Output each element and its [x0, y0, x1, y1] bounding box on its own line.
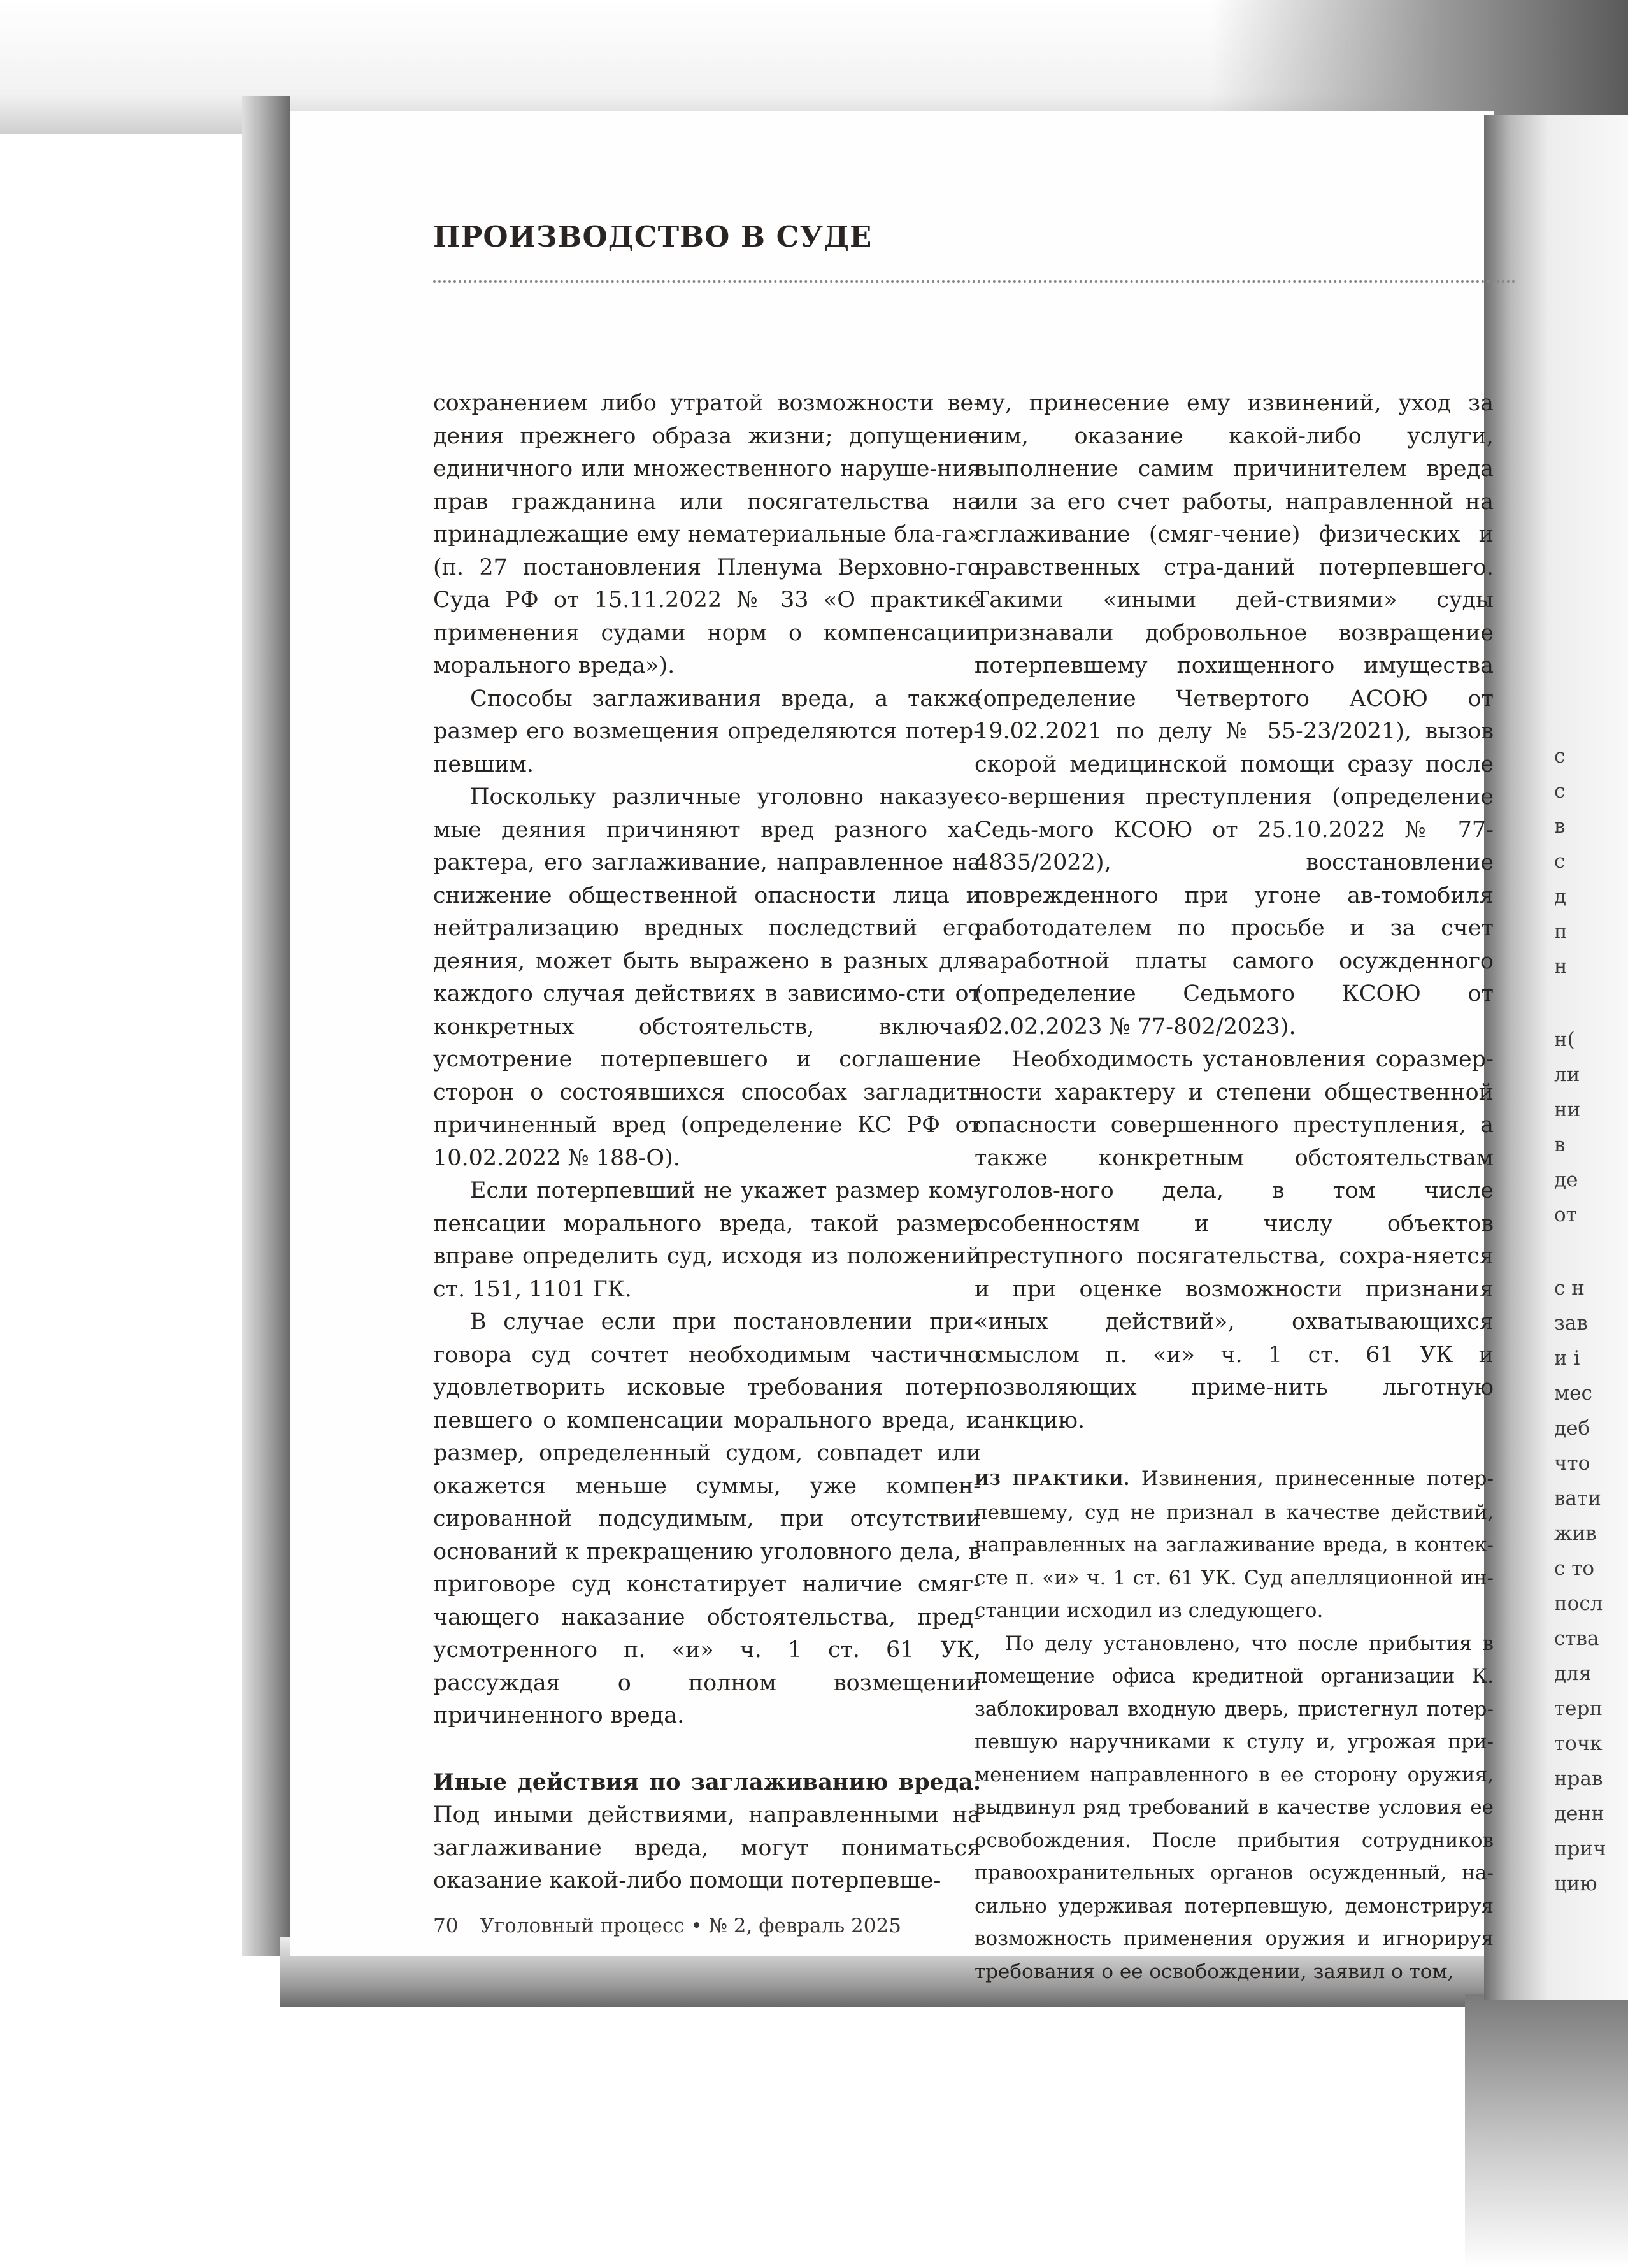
- fragment: с то: [1554, 1557, 1595, 1580]
- practice-label: ИЗ ПРАКТИКИ.: [975, 1470, 1130, 1489]
- fragment: де: [1554, 1168, 1578, 1191]
- fragment: посл: [1554, 1592, 1603, 1615]
- fragment: и і: [1554, 1347, 1580, 1370]
- fragment: от: [1554, 1203, 1577, 1226]
- paragraph: сохранением либо утратой возможности ве-дения прежнего образа жизни; допущение единичного или множественного наруше-ния прав гражданина или посягательства на принадлежащие ему нематериальные бла-га» (п. 27 постановления Пленума Верховно-го Суда РФ от 15.11.2022 № 33 «О практике применения судами норм о компенсации морального вреда»).: [433, 391, 981, 678]
- scan-shadow-left: [242, 96, 290, 1956]
- subheading: Иные действия по заглаживанию вреда.: [433, 1769, 981, 1795]
- fragment: терп: [1554, 1697, 1603, 1720]
- page-footer: [433, 1914, 901, 1937]
- fragment: прич: [1554, 1837, 1606, 1860]
- fragment: мес: [1554, 1382, 1592, 1405]
- fragment: цию: [1554, 1872, 1597, 1895]
- fragment: для: [1554, 1662, 1592, 1685]
- fragment: жив: [1554, 1522, 1597, 1545]
- spacer: [433, 1733, 981, 1766]
- scan-shadow-bottom-right: [1465, 1994, 1628, 2268]
- paragraph: Поскольку различные уголовно наказуе-мые деяния причиняют вред разного ха-рактера, его заглаживание, направленное на снижение общественной опасности лица и нейтрализацию вредных последствий его деяния, может быть выражено в разных для каждого случая действиях в зависимо-сти от конкретных обстоятельств, включая усмотрение потерпевшего и соглашение сторон о состоявшихся способах загладить причиненный вред (определение КС РФ от 10.02.2022 № 188-О).: [433, 784, 981, 1171]
- page-number: 70: [433, 1914, 459, 1937]
- fragment: нрав: [1554, 1767, 1603, 1790]
- journal-issue: Уголовный процесс • № 2, февраль 2025: [480, 1914, 901, 1937]
- fragment: с: [1554, 780, 1566, 803]
- fragment: с н: [1554, 1277, 1585, 1300]
- fragment: н: [1554, 955, 1567, 978]
- practice-box: [975, 1463, 1494, 1988]
- paragraph: Если потерпевший не укажет размер ком-пенсации морального вреда, такой размер вправе определить суд, исходя из положений ст. 151, 1101 ГК.: [433, 1178, 981, 1302]
- subheading-text: Под иными действиями, направленными на заглаживание вреда, могут пониматься оказание какой-либо помощи потерпевше-: [433, 1802, 981, 1893]
- fragment: вати: [1554, 1487, 1601, 1510]
- fragment: п: [1554, 920, 1567, 943]
- fragment-gap: [1554, 1233, 1628, 1271]
- fragment: с: [1554, 850, 1566, 873]
- fragment: д: [1554, 885, 1567, 908]
- fragment: в: [1554, 1133, 1566, 1156]
- header-dotted-rule: [433, 280, 1516, 283]
- fragment: зав: [1554, 1312, 1588, 1335]
- fragment: н(: [1554, 1028, 1575, 1051]
- fragment: денн: [1554, 1802, 1604, 1825]
- fragment: ли: [1554, 1063, 1580, 1086]
- fragment-gap: [1554, 984, 1628, 1023]
- fragment: точк: [1554, 1732, 1603, 1755]
- next-page-fragments: [1554, 739, 1628, 1902]
- fragment: ства: [1554, 1627, 1599, 1650]
- paragraph: В случае если при постановлении при-говора суд сочтет необходимым частично удовлетворить исковые требования потер-певшего о компенсации морального вреда, и размер, определенный судом, совпадет или окажется меньше суммы, уже компен-сированной подсудимым, при отсутствии оснований к прекращению уголовного дела, в приговоре суд констатирует наличие смяг-чающего наказание обстоятельства, пред-усмотренного п. «и» ч. 1 ст. 61 УК, рассуждая о полном возмещении причиненного вреда.: [433, 1309, 981, 1728]
- practice-text: Извинения, принесенные потер-певшему, суд не признал в качестве действий, направленных на заглаживание вреда, в контек-сте п. «и» ч. 1 ст. 61 УК. Суд апелляционной ин-станции исходил из следующего.: [975, 1467, 1494, 1622]
- paragraph: му, принесение ему извинений, уход за ним, оказание какой-либо услуги, выполнение самим причинителем вреда или за его счет работы, направленной на сглаживание (смяг-чение) физических и нравственных стра-даний потерпевшего. Такими «иными дей-ствиями» суды признавали добровольное возвращение потерпевшему похищенного имущества (определение Четвертого АСОЮ от 19.02.2021 по делу № 55-23/2021), вызов скорой медицинской помощи сразу после со-вершения преступления (определение Седь-мого КСОЮ от 25.10.2022 № 77-4835/2022), восстановление поврежденного при угоне ав-томобиля работодателем по просьбе и за счет заработной платы самого осужденного (определение Седьмого КСОЮ от 02.02.2023 № 77-802/2023).: [975, 391, 1494, 1040]
- paragraph: Способы заглаживания вреда, а также размер его возмещения определяются потер-певшим.: [433, 685, 981, 777]
- fragment: с: [1554, 745, 1566, 768]
- left-column: [433, 387, 981, 1898]
- section-title: ПРОИЗВОДСТВО В СУДЕ: [433, 220, 873, 254]
- right-column: [975, 387, 1494, 1988]
- fragment: что: [1554, 1452, 1590, 1475]
- fragment: ни: [1554, 1098, 1581, 1121]
- practice-paragraph: По делу установлено, что после прибытия в помещение офиса кредитной организации К. заблокировал входную дверь, пристегнул потер-певшую наручниками к стулу и, угрожая при-менением направленного в ее сторону оружия, выдвинул ряд требований в качестве условия ее освобождения. После прибытия сотрудников правоохранительных органов осужденный, на-сильно удерживая потерпевшую, демонстрируя возможность применения оружия и игнорируя требования о ее освобождении, заявил о том,: [975, 1632, 1494, 1983]
- fragment: в: [1554, 815, 1566, 838]
- fragment: деб: [1554, 1417, 1590, 1440]
- subsection-paragraph: [433, 1766, 981, 1898]
- paragraph: Необходимость установления соразмер-ности характеру и степени общественной опасности совершенного преступления, а также конкретным обстоятельствам уголов-ного дела, в том числе особенностям и числу объектов преступного посягательства, сохра-няется и при оценке возможности признания «иных действий», охватывающихся смыслом п. «и» ч. 1 ст. 61 УК и позволяющих приме-нить льготную санкцию.: [975, 1047, 1494, 1433]
- practice-paragraph: [975, 1463, 1494, 1628]
